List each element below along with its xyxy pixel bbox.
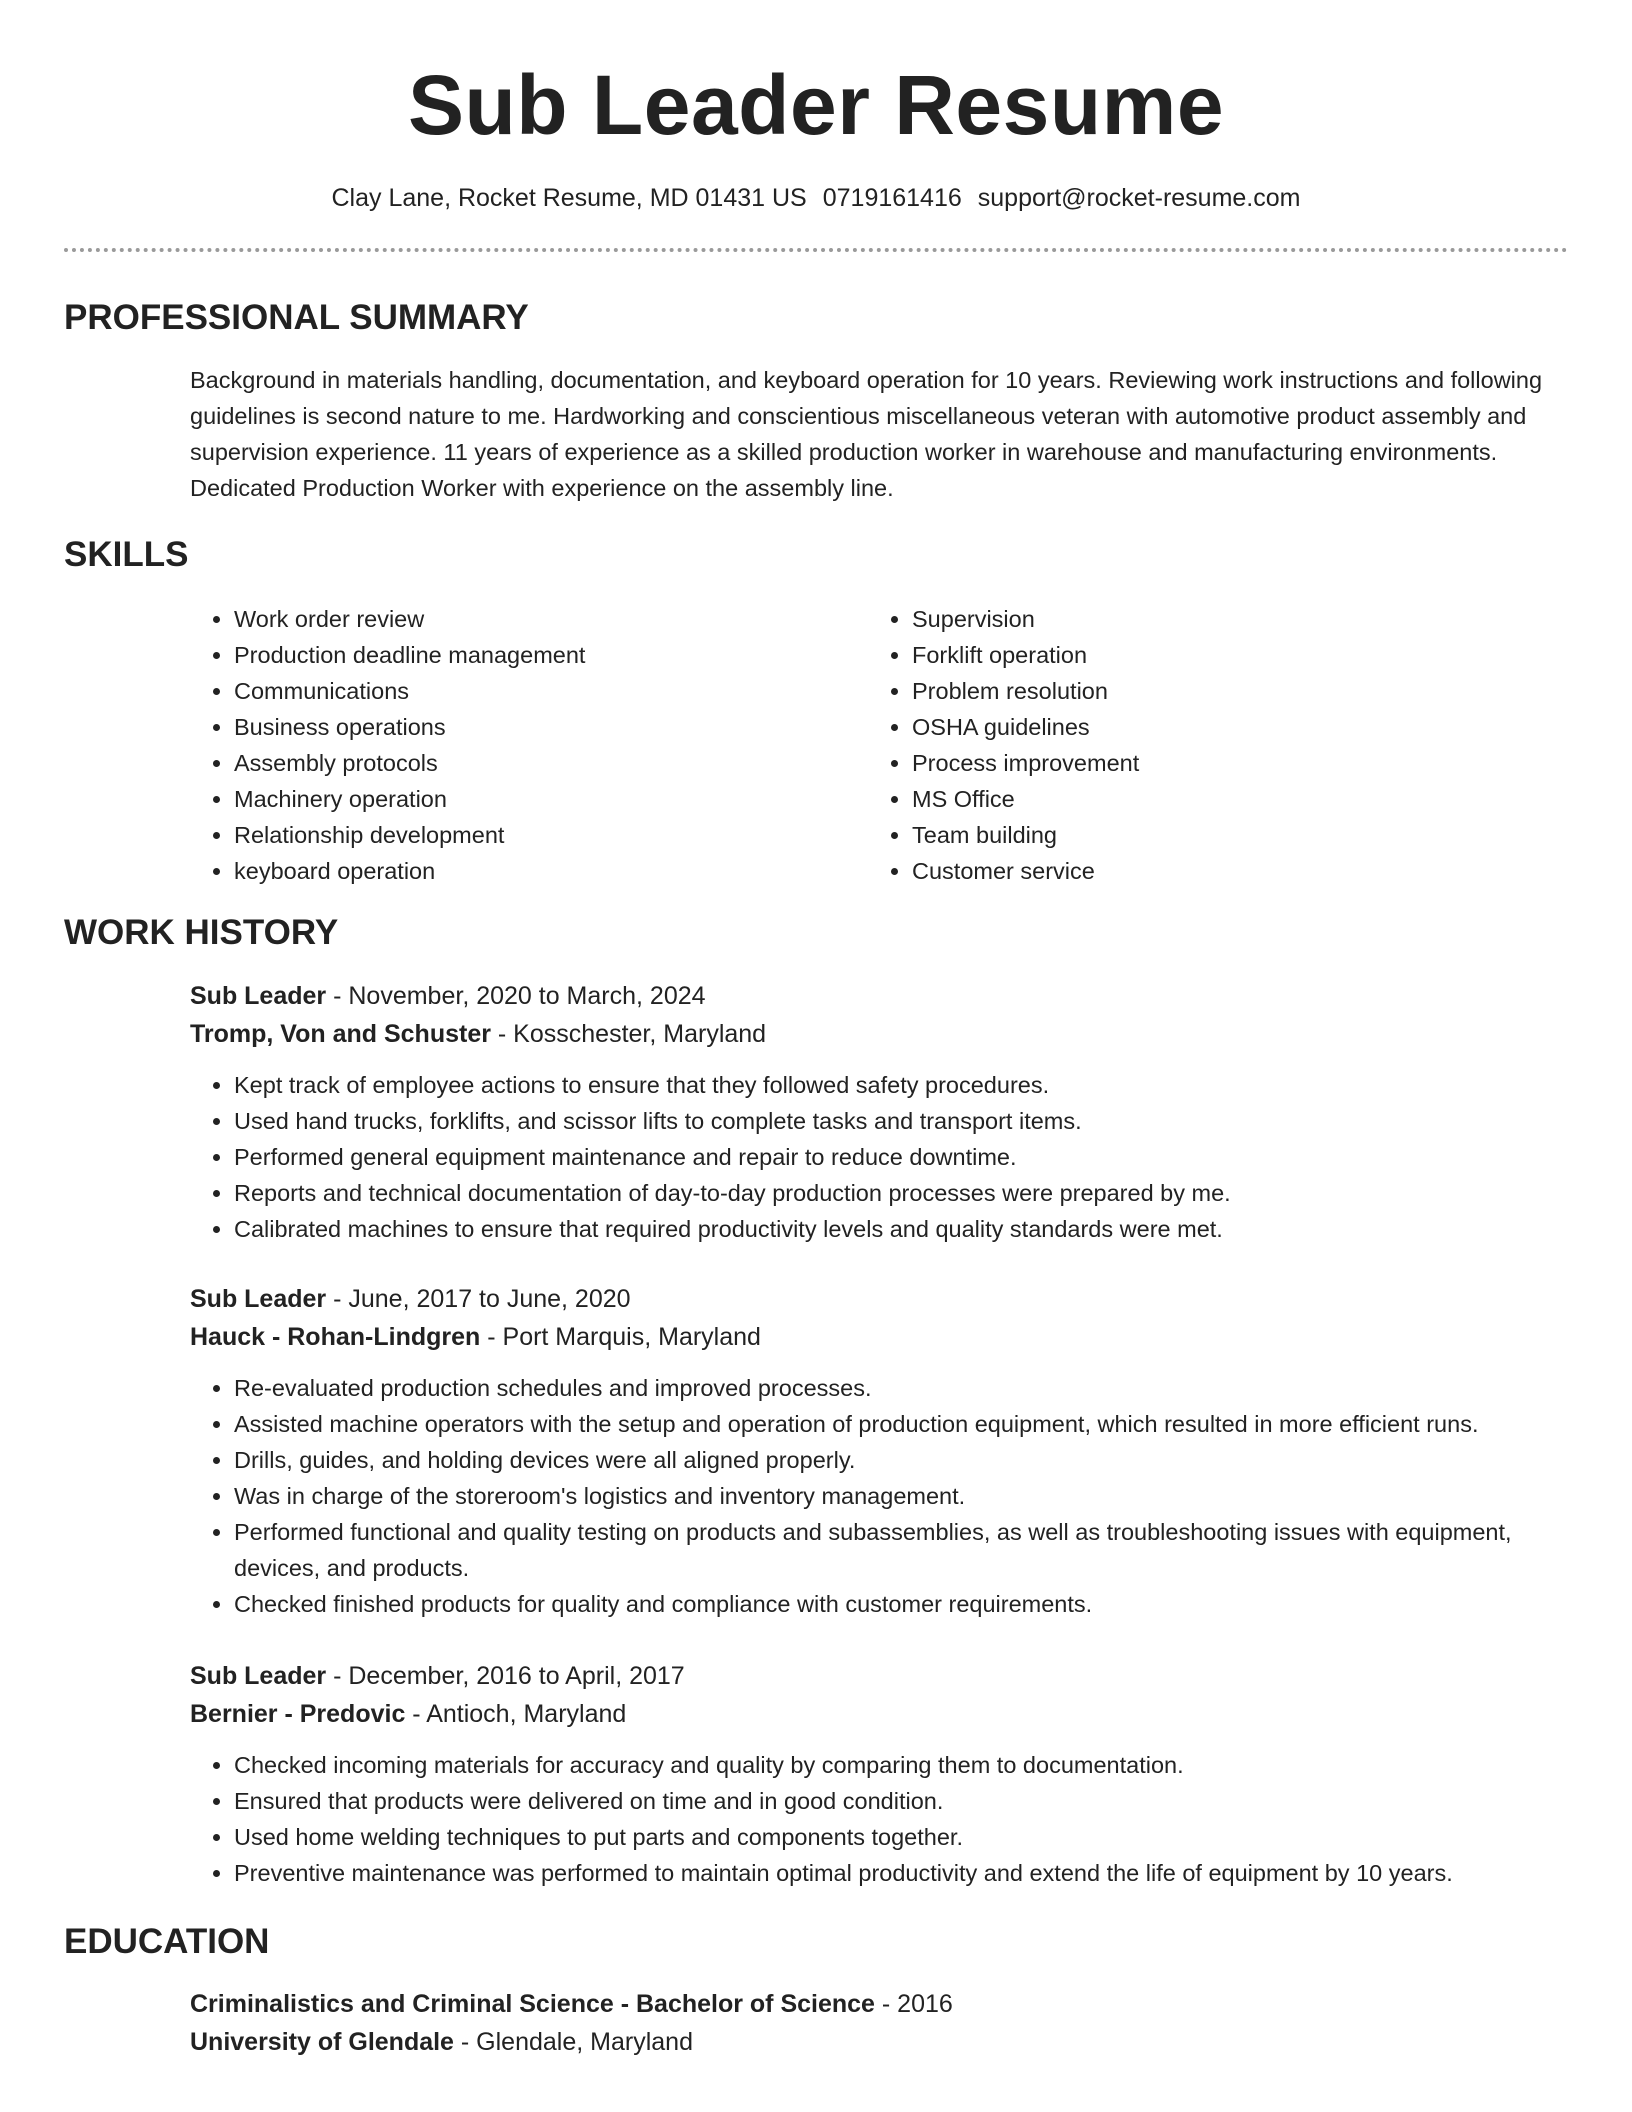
skill-item: • Customer service	[912, 853, 1546, 889]
job-bullet: • Checked finished products for quality and compliance with customer requirements.	[234, 1586, 1580, 1622]
skills-column-left	[190, 601, 868, 889]
phone: 0719161416	[822, 184, 962, 212]
job-bullet: • Was in charge of the storeroom's logistics and inventory management.	[234, 1478, 1580, 1514]
job-bullet: • Performed general equipment maintenance and repair to reduce downtime.	[234, 1139, 1580, 1175]
skill-item: • Production deadline management	[234, 637, 868, 673]
job-bullets	[190, 1067, 1580, 1247]
job-dates: - November, 2020 to March, 2024	[326, 982, 706, 1010]
skill-item: • Machinery operation	[234, 781, 868, 817]
job-bullet: • Re-evaluated production schedules and improved processes.	[234, 1370, 1580, 1406]
job-role: Sub Leader	[190, 982, 327, 1010]
job-title-line	[190, 1657, 1580, 1695]
school-line	[190, 2023, 1580, 2061]
address: Clay Lane, Rocket Resume, MD 01431 US	[331, 184, 807, 212]
graduation-year: - 2016	[874, 1990, 953, 2018]
job-location: - Antioch, Maryland	[405, 1700, 627, 1728]
job-bullet: • Calibrated machines to ensure that required productivity levels and quality standards were met.	[234, 1211, 1580, 1247]
education-entry	[190, 1985, 1580, 2061]
job-entry	[190, 1280, 1580, 1622]
skill-item: • Work order review	[234, 601, 868, 637]
job-dates: - June, 2017 to June, 2020	[326, 1285, 631, 1313]
job-role: Sub Leader	[190, 1662, 327, 1690]
work-history-heading: WORK HISTORY	[64, 913, 339, 952]
summary-text: Background in materials handling, documentation, and keyboard operation for 10 years. Reviewing work instructions and following guidelines is second nature to me. Hardworking and conscientious miscellaneous veteran with automotive product assembly and supervision experience. 11 years of experience as a skilled production worker in warehouse and manufacturing environments. Dedicated Production Worker with experience on the assembly line.	[190, 367, 1543, 501]
summary-heading: PROFESSIONAL SUMMARY	[64, 298, 529, 337]
job-entry	[190, 977, 1580, 1247]
skill-item: • Supervision	[912, 601, 1546, 637]
skill-item: • keyboard operation	[234, 853, 868, 889]
degree: Criminalistics and Criminal Science - Bachelor of Science	[190, 1990, 875, 2018]
job-bullet: • Kept track of employee actions to ensure that they followed safety procedures.	[234, 1067, 1580, 1103]
job-company-line	[190, 1695, 1580, 1733]
job-dates: - December, 2016 to April, 2017	[326, 1662, 685, 1690]
job-bullets	[190, 1747, 1580, 1891]
resume-title: Sub Leader Resume	[407, 58, 1225, 152]
job-bullet: • Drills, guides, and holding devices were all aligned properly.	[234, 1442, 1580, 1478]
job-bullet: • Performed functional and quality testing on products and subassemblies, as well as troubleshooting issues with equipment, devices, and products.	[234, 1514, 1580, 1586]
skill-item: • Assembly protocols	[234, 745, 868, 781]
job-company-line	[190, 1015, 1580, 1053]
skill-item: • Relationship development	[234, 817, 868, 853]
header-divider	[64, 248, 1568, 252]
job-company: Hauck - Rohan-Lindgren	[190, 1323, 481, 1351]
skill-item: • Process improvement	[912, 745, 1546, 781]
email: support@rocket-resume.com	[977, 184, 1301, 212]
school-location: - Glendale, Maryland	[453, 2028, 693, 2056]
job-title-line	[190, 977, 1580, 1015]
skill-item: • Business operations	[234, 709, 868, 745]
skill-item: • MS Office	[912, 781, 1546, 817]
job-bullet: • Assisted machine operators with the setup and operation of production equipment, which resulted in more efficient runs.	[234, 1406, 1580, 1442]
job-bullets	[190, 1370, 1580, 1622]
skills-heading: SKILLS	[64, 535, 189, 574]
skill-item: • OSHA guidelines	[912, 709, 1546, 745]
education-heading: EDUCATION	[64, 1922, 270, 1961]
job-bullet: • Ensured that products were delivered on time and in good condition.	[234, 1783, 1580, 1819]
skills-column-right	[868, 601, 1546, 889]
contact-line	[64, 180, 1568, 216]
job-bullet: • Preventive maintenance was performed to maintain optimal productivity and extend the life of equipment by 10 years.	[234, 1855, 1580, 1891]
skill-item: • Forklift operation	[912, 637, 1546, 673]
job-bullet: • Used hand trucks, forklifts, and scissor lifts to complete tasks and transport items.	[234, 1103, 1580, 1139]
job-title-line	[190, 1280, 1580, 1318]
job-bullet: • Used home welding techniques to put parts and components together.	[234, 1819, 1580, 1855]
job-bullet: • Reports and technical documentation of day-to-day production processes were prepared by me.	[234, 1175, 1580, 1211]
skill-item: • Team building	[912, 817, 1546, 853]
job-bullet: • Checked incoming materials for accuracy and quality by comparing them to documentation.	[234, 1747, 1580, 1783]
job-company: Bernier - Predovic	[190, 1700, 406, 1728]
degree-line	[190, 1985, 1580, 2023]
skill-item: • Problem resolution	[912, 673, 1546, 709]
job-location: - Kosschester, Maryland	[490, 1020, 767, 1048]
school-name: University of Glendale	[190, 2028, 454, 2056]
skill-item: • Communications	[234, 673, 868, 709]
job-company: Tromp, Von and Schuster	[190, 1020, 491, 1048]
job-entry	[190, 1657, 1580, 1891]
skills-list	[190, 601, 1568, 889]
job-company-line	[190, 1318, 1580, 1356]
job-role: Sub Leader	[190, 1285, 327, 1313]
job-location: - Port Marquis, Maryland	[480, 1323, 761, 1351]
